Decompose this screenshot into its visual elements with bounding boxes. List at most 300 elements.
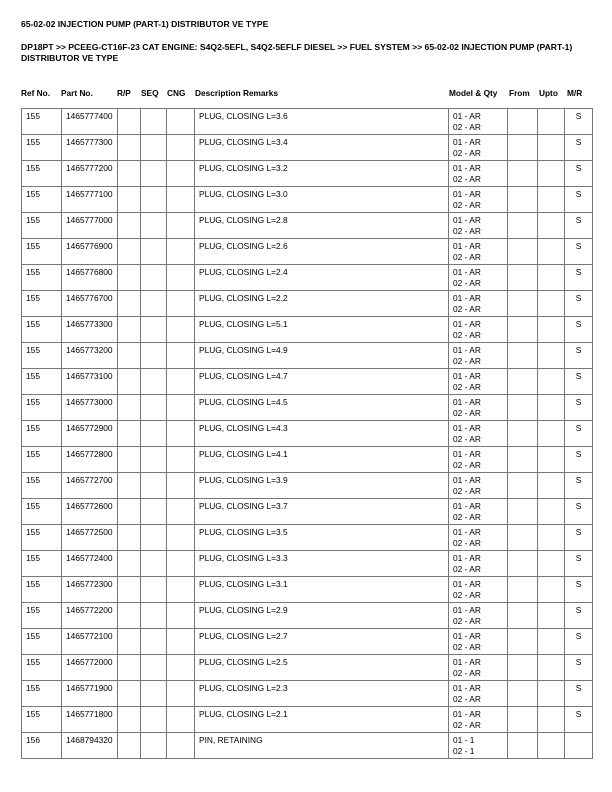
table-row <box>22 265 593 291</box>
description-cell-text: PLUG, CLOSING L=3.3 <box>199 553 288 563</box>
seq-cell <box>141 161 167 187</box>
seq-cell <box>141 239 167 265</box>
mr-cell-text: S <box>575 657 582 667</box>
upto-cell <box>538 421 565 447</box>
seq-cell <box>141 603 167 629</box>
model-qty-lines <box>453 447 507 470</box>
model-qty-line: 01 - AR <box>453 683 481 693</box>
description-cell-text: PLUG, CLOSING L=3.5 <box>199 527 288 537</box>
model-qty-lines <box>453 525 507 548</box>
mr-cell <box>565 369 593 395</box>
mr-cell <box>565 421 593 447</box>
from-cell <box>508 681 538 707</box>
upto-cell <box>538 369 565 395</box>
part-no-cell <box>62 603 118 629</box>
part-no-cell-text: 1465772600 <box>66 501 113 511</box>
model-qty-line: 01 - AR <box>453 345 481 355</box>
part-no-cell-text: 1465773000 <box>66 397 113 407</box>
ref-no-cell <box>22 395 62 421</box>
table-row <box>22 733 593 759</box>
description-cell <box>195 109 449 135</box>
cng-cell <box>167 707 195 733</box>
model-qty-line: 02 - AR <box>453 407 481 418</box>
table-row <box>22 161 593 187</box>
upto-cell <box>538 447 565 473</box>
description-cell <box>195 187 449 213</box>
table-row <box>22 707 593 733</box>
upto-cell <box>538 629 565 655</box>
ref-no-cell-text: 155 <box>26 189 40 199</box>
part-no-cell-text: 1465771900 <box>66 683 113 693</box>
ref-no-cell <box>22 707 62 733</box>
mr-cell <box>565 603 593 629</box>
from-cell <box>508 421 538 447</box>
ref-no-cell <box>22 161 62 187</box>
from-cell <box>508 161 538 187</box>
cng-cell <box>167 161 195 187</box>
part-no-cell <box>62 525 118 551</box>
header-part-no: Part No. <box>61 88 93 98</box>
cng-cell <box>167 421 195 447</box>
mr-cell <box>565 109 593 135</box>
ref-no-cell <box>22 187 62 213</box>
model-qty-line: 02 - AR <box>453 277 481 288</box>
seq-cell <box>141 265 167 291</box>
table-row <box>22 421 593 447</box>
ref-no-cell <box>22 343 62 369</box>
mr-cell-text: S <box>575 475 582 485</box>
from-cell <box>508 187 538 213</box>
cng-cell <box>167 447 195 473</box>
model-qty-lines <box>453 681 507 704</box>
model-qty-cell <box>449 369 508 395</box>
seq-cell <box>141 135 167 161</box>
model-qty-line: 02 - AR <box>453 199 481 210</box>
upto-cell <box>538 213 565 239</box>
page-title: 65-02-02 INJECTION PUMP (PART-1) DISTRIBUTOR VE TYPE <box>21 19 269 29</box>
breadcrumb: DP18PT >> PCEEG-CT16F-23 CAT ENGINE: S4Q2-5EFL, S4Q2-5EFLF DIESEL >> FUEL SYSTEM >> 65-02-02 INJECTION PUMP (PART-1) DISTRIBUTOR VE TYPE <box>21 42 573 63</box>
description-cell <box>195 733 449 759</box>
mr-cell-text: S <box>575 111 582 121</box>
model-qty-line: 02 - AR <box>453 147 481 158</box>
mr-cell-text: S <box>575 189 582 199</box>
seq-cell <box>141 681 167 707</box>
from-cell <box>508 239 538 265</box>
mr-cell-text: S <box>575 501 582 511</box>
header-model-qty: Model & Qty <box>449 88 498 98</box>
model-qty-lines <box>453 213 507 236</box>
ref-no-cell-text: 155 <box>26 709 40 719</box>
cng-cell <box>167 343 195 369</box>
mr-cell-text: S <box>575 163 582 173</box>
ref-no-cell <box>22 473 62 499</box>
from-cell <box>508 629 538 655</box>
description-cell-text: PLUG, CLOSING L=2.5 <box>199 657 288 667</box>
ref-no-cell-text: 155 <box>26 527 40 537</box>
upto-cell <box>538 317 565 343</box>
ref-no-cell <box>22 265 62 291</box>
model-qty-line: 01 - AR <box>453 215 481 225</box>
from-cell <box>508 447 538 473</box>
part-no-cell-text: 1465773200 <box>66 345 113 355</box>
description-cell <box>195 655 449 681</box>
model-qty-cell <box>449 681 508 707</box>
model-qty-line: 01 - AR <box>453 189 481 199</box>
mr-cell-text: S <box>575 371 582 381</box>
description-cell-text: PLUG, CLOSING L=2.8 <box>199 215 288 225</box>
model-qty-line: 02 - AR <box>453 589 481 600</box>
header-mr: M/R <box>567 88 583 98</box>
upto-cell <box>538 681 565 707</box>
model-qty-cell <box>449 213 508 239</box>
model-qty-line: 02 - AR <box>453 615 481 626</box>
model-qty-lines <box>453 187 507 210</box>
mr-cell-text: S <box>575 631 582 641</box>
mr-cell <box>565 239 593 265</box>
model-qty-lines <box>453 317 507 340</box>
description-cell <box>195 239 449 265</box>
upto-cell <box>538 707 565 733</box>
model-qty-line: 02 - AR <box>453 329 481 340</box>
part-no-cell <box>62 499 118 525</box>
ref-no-cell-text: 155 <box>26 137 40 147</box>
from-cell <box>508 291 538 317</box>
description-cell <box>195 369 449 395</box>
mr-cell <box>565 707 593 733</box>
upto-cell <box>538 525 565 551</box>
description-cell-text: PIN, RETAINING <box>199 735 263 745</box>
part-no-cell-text: 1465777000 <box>66 215 113 225</box>
description-cell-text: PLUG, CLOSING L=2.4 <box>199 267 288 277</box>
model-qty-line: 02 - AR <box>453 693 481 704</box>
table-row <box>22 317 593 343</box>
model-qty-cell <box>449 317 508 343</box>
rp-cell <box>118 265 141 291</box>
model-qty-lines <box>453 369 507 392</box>
description-cell <box>195 551 449 577</box>
description-cell <box>195 577 449 603</box>
ref-no-cell <box>22 603 62 629</box>
upto-cell <box>538 161 565 187</box>
part-no-cell <box>62 343 118 369</box>
model-qty-line: 02 - AR <box>453 667 481 678</box>
ref-no-cell-text: 155 <box>26 345 40 355</box>
description-cell-text: PLUG, CLOSING L=4.1 <box>199 449 288 459</box>
seq-cell <box>141 733 167 759</box>
rp-cell <box>118 525 141 551</box>
model-qty-line: 01 - AR <box>453 579 481 589</box>
model-qty-line: 01 - AR <box>453 371 481 381</box>
model-qty-lines <box>453 499 507 522</box>
from-cell <box>508 551 538 577</box>
from-cell <box>508 707 538 733</box>
part-no-cell-text: 1465772100 <box>66 631 113 641</box>
rp-cell <box>118 707 141 733</box>
model-qty-lines <box>453 343 507 366</box>
seq-cell <box>141 343 167 369</box>
model-qty-line: 01 - AR <box>453 501 481 511</box>
part-no-cell-text: 1465777200 <box>66 163 113 173</box>
header-ref-no: Ref No. <box>21 88 51 98</box>
seq-cell <box>141 629 167 655</box>
part-no-cell <box>62 733 118 759</box>
part-no-cell-text: 1465772300 <box>66 579 113 589</box>
ref-no-cell <box>22 421 62 447</box>
header-from: From <box>509 88 530 98</box>
description-cell-text: PLUG, CLOSING L=4.7 <box>199 371 288 381</box>
ref-no-cell <box>22 109 62 135</box>
part-no-cell <box>62 135 118 161</box>
model-qty-cell <box>449 655 508 681</box>
model-qty-cell <box>449 239 508 265</box>
header-rp: R/P <box>117 88 131 98</box>
part-no-cell-text: 1468794320 <box>66 735 113 745</box>
part-no-cell-text: 1465772800 <box>66 449 113 459</box>
rp-cell <box>118 473 141 499</box>
upto-cell <box>538 343 565 369</box>
cng-cell <box>167 603 195 629</box>
ref-no-cell <box>22 317 62 343</box>
rp-cell <box>118 343 141 369</box>
mr-cell-text <box>565 733 592 735</box>
mr-cell <box>565 551 593 577</box>
table-row <box>22 499 593 525</box>
model-qty-line: 02 - AR <box>453 225 481 236</box>
from-cell <box>508 109 538 135</box>
upto-cell <box>538 733 565 759</box>
upto-cell <box>538 473 565 499</box>
ref-no-cell <box>22 681 62 707</box>
part-no-cell <box>62 109 118 135</box>
description-cell <box>195 161 449 187</box>
model-qty-line: 01 - AR <box>453 267 481 277</box>
ref-no-cell <box>22 577 62 603</box>
part-no-cell <box>62 265 118 291</box>
description-cell <box>195 629 449 655</box>
description-cell <box>195 317 449 343</box>
description-cell-text: PLUG, CLOSING L=4.3 <box>199 423 288 433</box>
description-cell-text: PLUG, CLOSING L=4.5 <box>199 397 288 407</box>
model-qty-lines <box>453 421 507 444</box>
model-qty-line: 01 - AR <box>453 423 481 433</box>
model-qty-cell <box>449 265 508 291</box>
model-qty-line: 01 - AR <box>453 293 481 303</box>
table-row <box>22 655 593 681</box>
description-cell <box>195 681 449 707</box>
seq-cell <box>141 291 167 317</box>
seq-cell <box>141 213 167 239</box>
description-cell-text: PLUG, CLOSING L=2.6 <box>199 241 288 251</box>
description-cell <box>195 343 449 369</box>
table-row <box>22 187 593 213</box>
from-cell <box>508 213 538 239</box>
ref-no-cell-text: 155 <box>26 397 40 407</box>
mr-cell-text: S <box>575 215 582 225</box>
rp-cell <box>118 239 141 265</box>
rp-cell <box>118 655 141 681</box>
seq-cell <box>141 395 167 421</box>
model-qty-line: 01 - AR <box>453 631 481 641</box>
ref-no-cell <box>22 733 62 759</box>
part-no-cell <box>62 213 118 239</box>
model-qty-cell <box>449 499 508 525</box>
model-qty-line: 02 - AR <box>453 121 481 132</box>
part-no-cell <box>62 655 118 681</box>
model-qty-line: 01 - AR <box>453 319 481 329</box>
cng-cell <box>167 525 195 551</box>
rp-cell <box>118 421 141 447</box>
rp-cell <box>118 499 141 525</box>
seq-cell <box>141 109 167 135</box>
description-cell <box>195 447 449 473</box>
cng-cell <box>167 239 195 265</box>
model-qty-line: 01 - AR <box>453 449 481 459</box>
model-qty-line: 02 - AR <box>453 355 481 366</box>
part-no-cell-text: 1465777300 <box>66 137 113 147</box>
upto-cell <box>538 135 565 161</box>
mr-cell-text: S <box>575 605 582 615</box>
table-row <box>22 525 593 551</box>
rp-cell <box>118 577 141 603</box>
table-row <box>22 395 593 421</box>
rp-cell <box>118 161 141 187</box>
upto-cell <box>538 395 565 421</box>
ref-no-cell <box>22 525 62 551</box>
ref-no-cell <box>22 213 62 239</box>
ref-no-cell <box>22 499 62 525</box>
ref-no-cell <box>22 239 62 265</box>
table-row <box>22 343 593 369</box>
cng-cell <box>167 109 195 135</box>
model-qty-line: 01 - AR <box>453 527 481 537</box>
model-qty-lines <box>453 473 507 496</box>
upto-cell <box>538 187 565 213</box>
model-qty-line: 01 - AR <box>453 163 481 173</box>
table-row <box>22 109 593 135</box>
model-qty-lines <box>453 629 507 652</box>
ref-no-cell-text: 155 <box>26 501 40 511</box>
cng-cell <box>167 187 195 213</box>
from-cell <box>508 317 538 343</box>
mr-cell-text: S <box>575 137 582 147</box>
cng-cell <box>167 265 195 291</box>
cng-cell <box>167 551 195 577</box>
table-row <box>22 577 593 603</box>
model-qty-line: 01 - AR <box>453 605 481 615</box>
cng-cell <box>167 395 195 421</box>
model-qty-lines <box>453 577 507 600</box>
mr-cell <box>565 447 593 473</box>
model-qty-lines <box>453 655 507 678</box>
from-cell <box>508 655 538 681</box>
upto-cell <box>538 551 565 577</box>
model-qty-line: 02 - 1 <box>453 745 475 756</box>
model-qty-line: 02 - AR <box>453 251 481 262</box>
model-qty-line: 02 - AR <box>453 459 481 470</box>
part-no-cell <box>62 577 118 603</box>
cng-cell <box>167 499 195 525</box>
seq-cell <box>141 369 167 395</box>
header-seq: SEQ <box>141 88 159 98</box>
description-cell-text: PLUG, CLOSING L=2.2 <box>199 293 288 303</box>
model-qty-lines <box>453 109 507 132</box>
model-qty-line: 02 - AR <box>453 303 481 314</box>
mr-cell <box>565 577 593 603</box>
table-row <box>22 213 593 239</box>
mr-cell <box>565 161 593 187</box>
seq-cell <box>141 447 167 473</box>
ref-no-cell-text: 155 <box>26 579 40 589</box>
cng-cell <box>167 629 195 655</box>
from-cell <box>508 733 538 759</box>
cng-cell <box>167 655 195 681</box>
model-qty-lines <box>453 291 507 314</box>
model-qty-lines <box>453 395 507 418</box>
table-row <box>22 447 593 473</box>
rp-cell <box>118 629 141 655</box>
ref-no-cell-text: 155 <box>26 215 40 225</box>
model-qty-cell <box>449 707 508 733</box>
model-qty-cell <box>449 109 508 135</box>
part-no-cell <box>62 291 118 317</box>
upto-cell <box>538 265 565 291</box>
ref-no-cell-text: 155 <box>26 449 40 459</box>
model-qty-cell <box>449 603 508 629</box>
seq-cell <box>141 577 167 603</box>
ref-no-cell-text: 155 <box>26 163 40 173</box>
model-qty-lines <box>453 161 507 184</box>
ref-no-cell-text: 155 <box>26 631 40 641</box>
mr-cell-text: S <box>575 709 582 719</box>
part-no-cell <box>62 707 118 733</box>
description-cell-text: PLUG, CLOSING L=2.7 <box>199 631 288 641</box>
upto-cell <box>538 109 565 135</box>
from-cell <box>508 577 538 603</box>
part-no-cell-text: 1465777100 <box>66 189 113 199</box>
part-no-cell-text: 1465776900 <box>66 241 113 251</box>
ref-no-cell <box>22 291 62 317</box>
model-qty-line: 01 - 1 <box>453 735 475 745</box>
rp-cell <box>118 681 141 707</box>
description-cell-text: PLUG, CLOSING L=2.3 <box>199 683 288 693</box>
part-no-cell <box>62 395 118 421</box>
ref-no-cell-text: 156 <box>26 735 40 745</box>
model-qty-cell <box>449 525 508 551</box>
model-qty-cell <box>449 577 508 603</box>
mr-cell-text: S <box>575 397 582 407</box>
table-row <box>22 603 593 629</box>
part-no-cell-text: 1465776700 <box>66 293 113 303</box>
description-cell-text: PLUG, CLOSING L=2.9 <box>199 605 288 615</box>
part-no-cell <box>62 187 118 213</box>
mr-cell-text: S <box>575 293 582 303</box>
part-no-cell-text: 1465772200 <box>66 605 113 615</box>
model-qty-line: 01 - AR <box>453 553 481 563</box>
mr-cell <box>565 395 593 421</box>
header-cng: CNG <box>167 88 186 98</box>
mr-cell <box>565 135 593 161</box>
from-cell <box>508 369 538 395</box>
rp-cell <box>118 395 141 421</box>
ref-no-cell-text: 155 <box>26 553 40 563</box>
cng-cell <box>167 135 195 161</box>
mr-cell <box>565 499 593 525</box>
description-cell <box>195 135 449 161</box>
model-qty-line: 01 - AR <box>453 397 481 407</box>
model-qty-cell <box>449 733 508 759</box>
description-cell <box>195 473 449 499</box>
mr-cell <box>565 655 593 681</box>
